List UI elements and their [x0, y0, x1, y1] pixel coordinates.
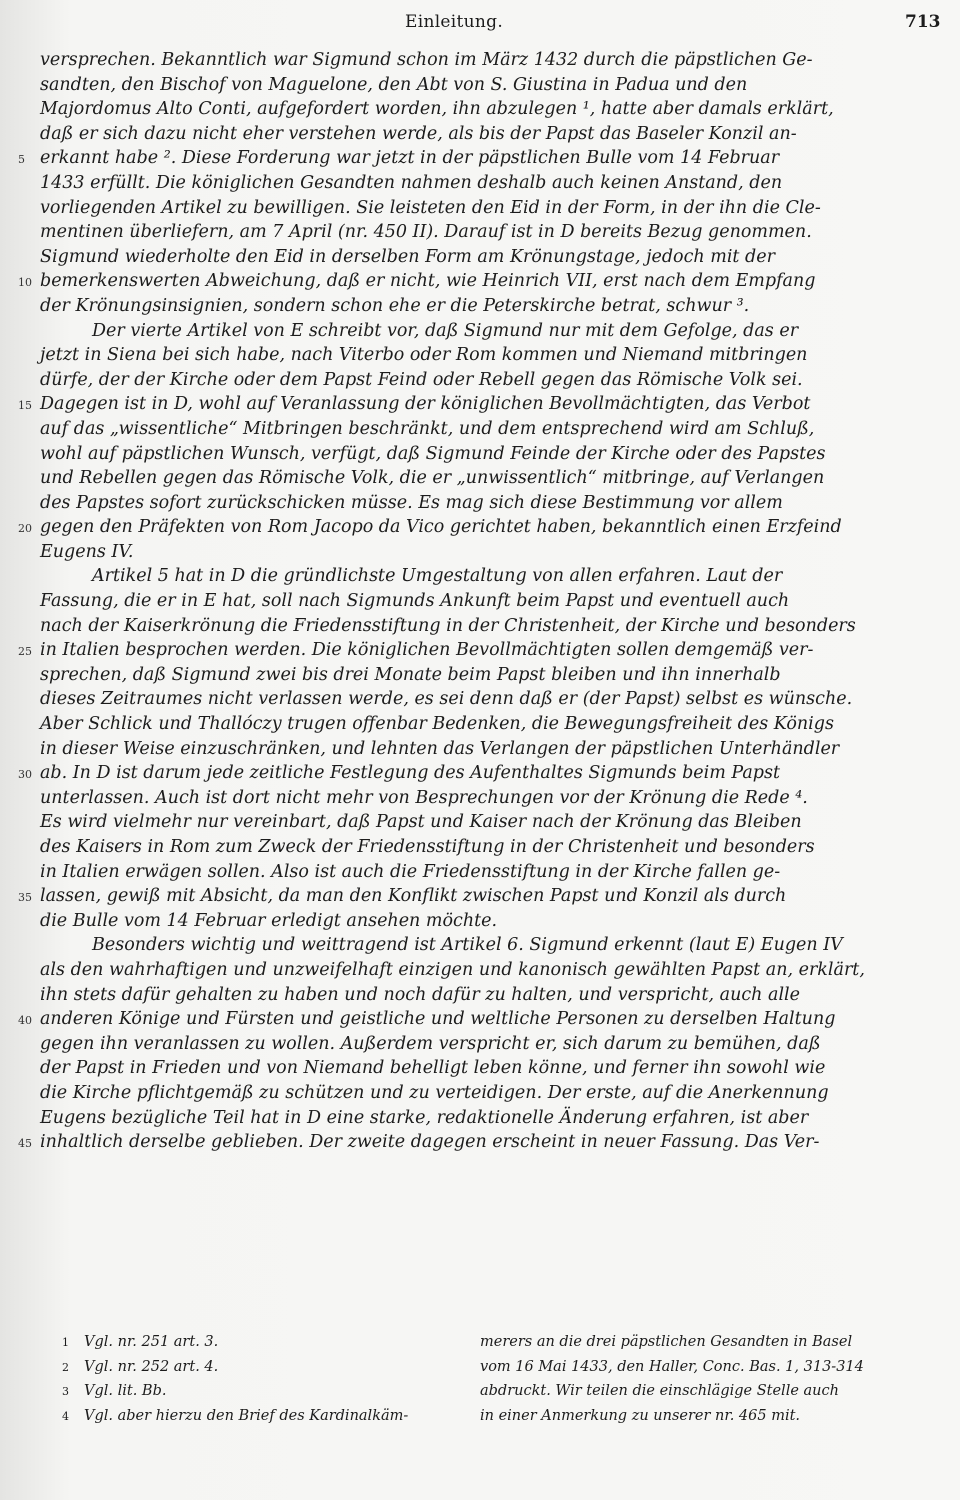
- text-line: [0, 196, 960, 221]
- line-text: sprechen, daß Sigmund zwei bis drei Monate beim Papst bleiben und ihn innerhalb: [40, 664, 781, 685]
- text-line: [0, 515, 960, 540]
- text-line: [0, 884, 960, 909]
- text-line: [0, 122, 960, 147]
- line-number: 40: [18, 1014, 32, 1028]
- line-text: vorliegenden Artikel zu bewilligen. Sie leisteten den Eid in der Form, in der ihn die Cle-: [40, 197, 821, 218]
- footnote-continuation: abdruckt. Wir teilen die einschlägige Stelle auch: [480, 1383, 839, 1400]
- line-text: und Rebellen gegen das Römische Volk, die er „unwissentlich“ mitbringe, auf Verlangen: [40, 468, 825, 489]
- text-line: [0, 417, 960, 442]
- text-line: [0, 540, 960, 565]
- line-number: 25: [18, 645, 32, 659]
- line-text: unterlassen. Auch ist dort nicht mehr von Besprechungen vor der Krönung die Rede ⁴.: [40, 787, 808, 808]
- text-line: [0, 712, 960, 737]
- footnote-continuation: in einer Anmerkung zu unserer nr. 465 mit.: [480, 1407, 801, 1424]
- text-line: [0, 1056, 960, 1081]
- line-text: als den wahrhaftigen und unzweifelhaft einzigen und kanonisch gewählten Papst an, erklärt,: [40, 959, 865, 980]
- text-line: [0, 1106, 960, 1131]
- line-text: Aber Schlick und Thallóczy trugen offenbar Bedenken, die Bewegungsfreiheit des Königs: [40, 714, 834, 735]
- text-line: [0, 663, 960, 688]
- line-number: 20: [18, 522, 32, 536]
- text-line: [0, 638, 960, 663]
- line-text: in dieser Weise einzuschränken, und lehnten das Verlangen der päpstlichen Unterhändler: [40, 738, 840, 759]
- footnote: [62, 1355, 462, 1380]
- main-text: [0, 48, 960, 1155]
- text-line: [0, 909, 960, 934]
- line-text: in Italien erwägen sollen. Also ist auch die Friedensstiftung in der Kirche fallen ge-: [40, 861, 781, 882]
- line-text: Eugens bezügliche Teil hat in D eine starke, redaktionelle Änderung erfahren, ist aber: [40, 1107, 809, 1128]
- text-line: [0, 983, 960, 1008]
- text-line: [0, 269, 960, 294]
- line-text: erkannt habe ². Diese Forderung war jetzt in der päpstlichen Bulle vom 14 Februar: [40, 148, 780, 169]
- text-line: [0, 860, 960, 885]
- line-text: inhaltlich derselbe geblieben. Der zweite dagegen erscheint in neuer Fassung. Das Ver-: [40, 1132, 820, 1153]
- text-line: [0, 589, 960, 614]
- text-line: [0, 442, 960, 467]
- line-text: daß er sich dazu nicht eher verstehen werde, als bis der Papst das Baseler Konzil an-: [40, 123, 797, 144]
- line-text: ab. In D ist darum jede zeitliche Festlegung des Aufenthaltes Sigmunds beim Papst: [40, 763, 781, 784]
- text-line: [0, 220, 960, 245]
- footnote-mark: 2: [62, 1360, 69, 1374]
- text-line: [0, 1032, 960, 1057]
- line-text: die Bulle vom 14 Februar erledigt ansehen möchte.: [40, 910, 498, 931]
- line-number: 10: [18, 276, 32, 290]
- text-line: [0, 835, 960, 860]
- footnote-text: Vgl. nr. 251 art. 3.: [84, 1334, 219, 1350]
- line-text: Es wird vielmehr nur vereinbart, daß Papst und Kaiser nach der Krönung das Bleiben: [40, 812, 802, 833]
- text-line: [0, 1081, 960, 1106]
- page-header: [0, 8, 960, 38]
- line-text: bemerkenswerten Abweichung, daß er nicht, wie Heinrich VII, erst nach dem Empfang: [40, 271, 816, 292]
- text-line: [0, 392, 960, 417]
- text-line: [0, 319, 960, 344]
- footnote-mark: 4: [62, 1409, 69, 1423]
- text-line: [0, 1130, 960, 1155]
- text-line: [0, 933, 960, 958]
- page-number: 713: [905, 12, 941, 32]
- text-line: [0, 491, 960, 516]
- line-text: Majordomus Alto Conti, aufgefordert worden, ihn abzulegen ¹, hatte aber damals erklärt,: [40, 99, 834, 120]
- footnotes-left-column: [62, 1330, 462, 1428]
- text-line: [0, 761, 960, 786]
- line-text: Artikel 5 hat in D die gründlichste Umgestaltung von allen erfahren. Laut der: [92, 566, 783, 587]
- line-text: die Kirche pflichtgemäß zu schützen und zu verteidigen. Der erste, auf die Anerkennung: [40, 1082, 829, 1103]
- footnote-mark: 1: [62, 1336, 69, 1349]
- line-number: 5: [18, 153, 25, 167]
- line-text: des Kaisers in Rom zum Zweck der Friedensstiftung in der Christenheit und besonders: [40, 837, 815, 857]
- text-line: [0, 737, 960, 762]
- text-line: [0, 368, 960, 393]
- text-line: [0, 1007, 960, 1032]
- line-text: dieses Zeitraumes nicht verlassen werde, es sei denn daß er (der Papst) selbst es wünsche.: [40, 689, 853, 710]
- line-text: wohl auf päpstlichen Wunsch, verfügt, daß Sigmund Feinde der Kirche oder des Papstes: [40, 443, 826, 464]
- text-line: [0, 614, 960, 639]
- footnote: [62, 1330, 462, 1355]
- text-line: [0, 48, 960, 73]
- footnote-text: Vgl. nr. 252 art. 4.: [84, 1358, 219, 1375]
- text-line: [0, 564, 960, 589]
- text-line: [0, 687, 960, 712]
- line-text: sandten, den Bischof von Maguelone, den Abt von S. Giustina in Padua und den: [40, 74, 748, 95]
- line-number: 15: [18, 399, 32, 413]
- line-number: 35: [18, 891, 32, 905]
- text-line: [0, 146, 960, 171]
- footnote-continuation: merers an die drei päpstlichen Gesandten in Basel: [480, 1334, 853, 1350]
- line-text: Fassung, die er in E hat, soll nach Sigmunds Ankunft beim Papst und eventuell auch: [40, 591, 790, 612]
- line-text: 1433 erfüllt. Die königlichen Gesandten nahmen deshalb auch keinen Anstand, den: [40, 172, 783, 193]
- line-text: auf das „wissentliche“ Mitbringen beschränkt, und dem entsprechend wird am Schluß,: [40, 418, 815, 439]
- text-line: [0, 73, 960, 98]
- line-text: mentinen überliefern, am 7 April (nr. 450 II). Darauf ist in D bereits Bezug genommen.: [40, 222, 812, 243]
- line-text: jetzt in Siena bei sich habe, nach Viterbo oder Rom kommen und Niemand mitbringen: [40, 345, 808, 366]
- footnote-mark: 3: [62, 1385, 69, 1399]
- footnotes-right-column: [480, 1330, 920, 1428]
- footnote-continuation: vom 16 Mai 1433, den Haller, Conc. Bas. 1, 313-314: [480, 1358, 864, 1375]
- line-text: Sigmund wiederholte den Eid in derselben Form am Krönungstage, jedoch mit der: [40, 246, 775, 267]
- line-text: anderen Könige und Fürsten und geistliche und weltliche Personen zu derselben Haltung: [40, 1009, 836, 1030]
- line-text: ihn stets dafür gehalten zu haben und noch dafür zu halten, und verspricht, auch alle: [40, 984, 801, 1005]
- line-text: nach der Kaiserkrönung die Friedensstiftung in der Christenheit, der Kirche und besonders: [40, 615, 856, 636]
- text-line: [0, 294, 960, 319]
- line-text: dürfe, der der Kirche oder dem Papst Feind oder Rebell gegen das Römische Volk sei.: [40, 369, 803, 390]
- footnote: [62, 1379, 462, 1404]
- line-text: Der vierte Artikel von E schreibt vor, daß Sigmund nur mit dem Gefolge, das er: [92, 320, 799, 341]
- line-text: der Papst in Frieden und von Niemand behelligt leben könne, und ferner ihn sowohl wie: [40, 1058, 826, 1079]
- line-text: lassen, gewiß mit Absicht, da man den Konflikt zwischen Papst und Konzil als durch: [40, 886, 787, 907]
- line-text: Eugens IV.: [40, 541, 134, 562]
- line-text: versprechen. Bekanntlich war Sigmund schon im März 1432 durch die päpstlichen Ge-: [40, 50, 813, 70]
- line-text: gegen den Präfekten von Rom Jacopo da Vico gerichtet haben, bekanntlich einen Erzfeind: [40, 517, 842, 538]
- line-text: des Papstes sofort zurückschicken müsse. Es mag sich diese Bestimmung vor allem: [40, 492, 783, 513]
- text-line: [0, 171, 960, 196]
- line-text: in Italien besprochen werden. Die königlichen Bevollmächtigten sollen demgemäß ver-: [40, 640, 814, 661]
- line-number: 30: [18, 768, 32, 782]
- text-line: [0, 97, 960, 122]
- line-number: 45: [18, 1137, 32, 1151]
- text-line: [0, 958, 960, 983]
- footnote: [62, 1404, 462, 1429]
- running-title: Einleitung.: [405, 12, 504, 32]
- line-text: Dagegen ist in D, wohl auf Veranlassung der königlichen Bevollmächtigten, das Verbot: [40, 394, 811, 415]
- line-text: Besonders wichtig und weittragend ist Artikel 6. Sigmund erkennt (laut E) Eugen IV: [92, 935, 843, 956]
- line-text: der Krönungsinsignien, sondern schon ehe er die Peterskirche betrat, schwur ³.: [40, 295, 750, 316]
- text-line: [0, 810, 960, 835]
- text-line: [0, 786, 960, 811]
- text-line: [0, 245, 960, 270]
- footnote-text: Vgl. aber hierzu den Brief des Kardinalkäm-: [84, 1407, 409, 1424]
- line-text: gegen ihn veranlassen zu wollen. Außerdem verspricht er, sich darum zu bemühen, daß: [40, 1033, 821, 1054]
- text-line: [0, 343, 960, 368]
- text-line: [0, 466, 960, 491]
- footnote-text: Vgl. lit. Bb.: [84, 1383, 167, 1400]
